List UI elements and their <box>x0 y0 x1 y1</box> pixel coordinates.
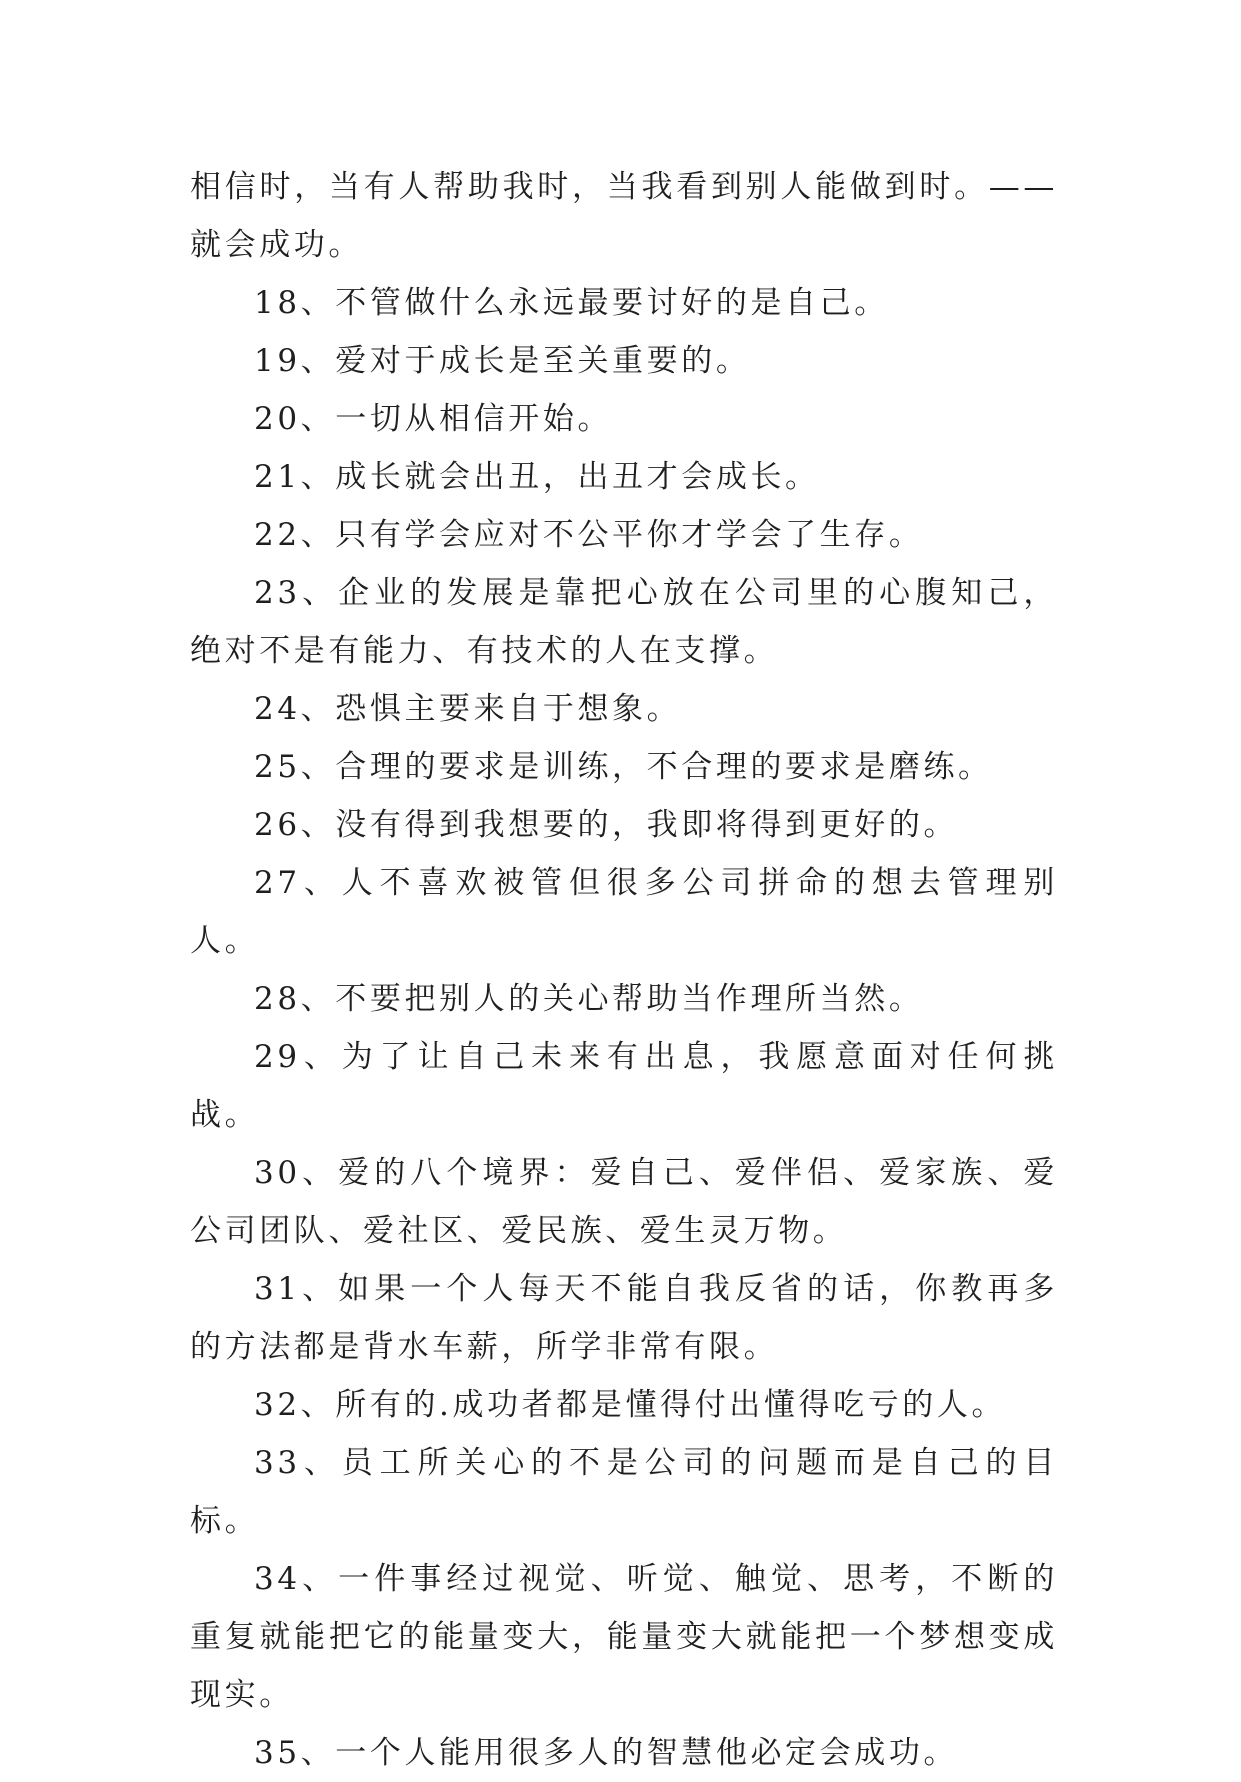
quote-item-21: 21、成长就会出丑，出丑才会成长。 <box>254 459 820 495</box>
quote-item-29: 29、为了让自己未来有出息，我愿意面对任何挑战。 <box>190 1039 1058 1133</box>
quote-item-33: 33、员工所关心的不是公司的问题而是自己的目标。 <box>190 1445 1058 1539</box>
quote-item-22: 22、只有学会应对不公平你才学会了生存。 <box>254 517 924 553</box>
quote-item-28: 28、不要把别人的关心帮助当作理所当然。 <box>254 981 924 1017</box>
quote-item-20: 20、一切从相信开始。 <box>254 401 613 437</box>
quote-item-24: 24、恐惧主要来自于想象。 <box>254 691 682 727</box>
document-page <box>190 158 1058 1782</box>
quote-item-32: 32、所有的.成功者都是懂得付出懂得吃亏的人。 <box>254 1387 1007 1423</box>
quote-item-30: 30、爱的八个境界：爱自己、爱伴侣、爱家族、爱公司团队、爱社区、爱民族、爱生灵万物。 <box>190 1155 1058 1249</box>
quote-item-26: 26、没有得到我想要的，我即将得到更好的。 <box>254 807 959 843</box>
paragraph-continuation: 相信时，当有人帮助我时，当我看到别人能做到时。——就会成功。 <box>190 169 1058 263</box>
quote-item-19: 19、爱对于成长是至关重要的。 <box>254 343 751 379</box>
quote-item-18: 18、不管做什么永远最要讨好的是自己。 <box>254 285 889 321</box>
quote-item-31: 31、如果一个人每天不能自我反省的话，你教再多的方法都是背水车薪，所学非常有限。 <box>190 1271 1058 1365</box>
quote-item-35: 35、一个人能用很多人的智慧他必定会成功。 <box>254 1735 959 1771</box>
quote-item-23: 23、企业的发展是靠把心放在公司里的心腹知己，绝对不是有能力、有技术的人在支撑。 <box>190 575 1058 669</box>
quote-item-34: 34、一件事经过视觉、听觉、触觉、思考，不断的重复就能把它的能量变大，能量变大就能把一个梦想变成现实。 <box>190 1561 1058 1713</box>
quote-item-25: 25、合理的要求是训练，不合理的要求是磨练。 <box>254 749 993 785</box>
quote-item-27: 27、人不喜欢被管但很多公司拼命的想去管理别人。 <box>190 865 1058 959</box>
